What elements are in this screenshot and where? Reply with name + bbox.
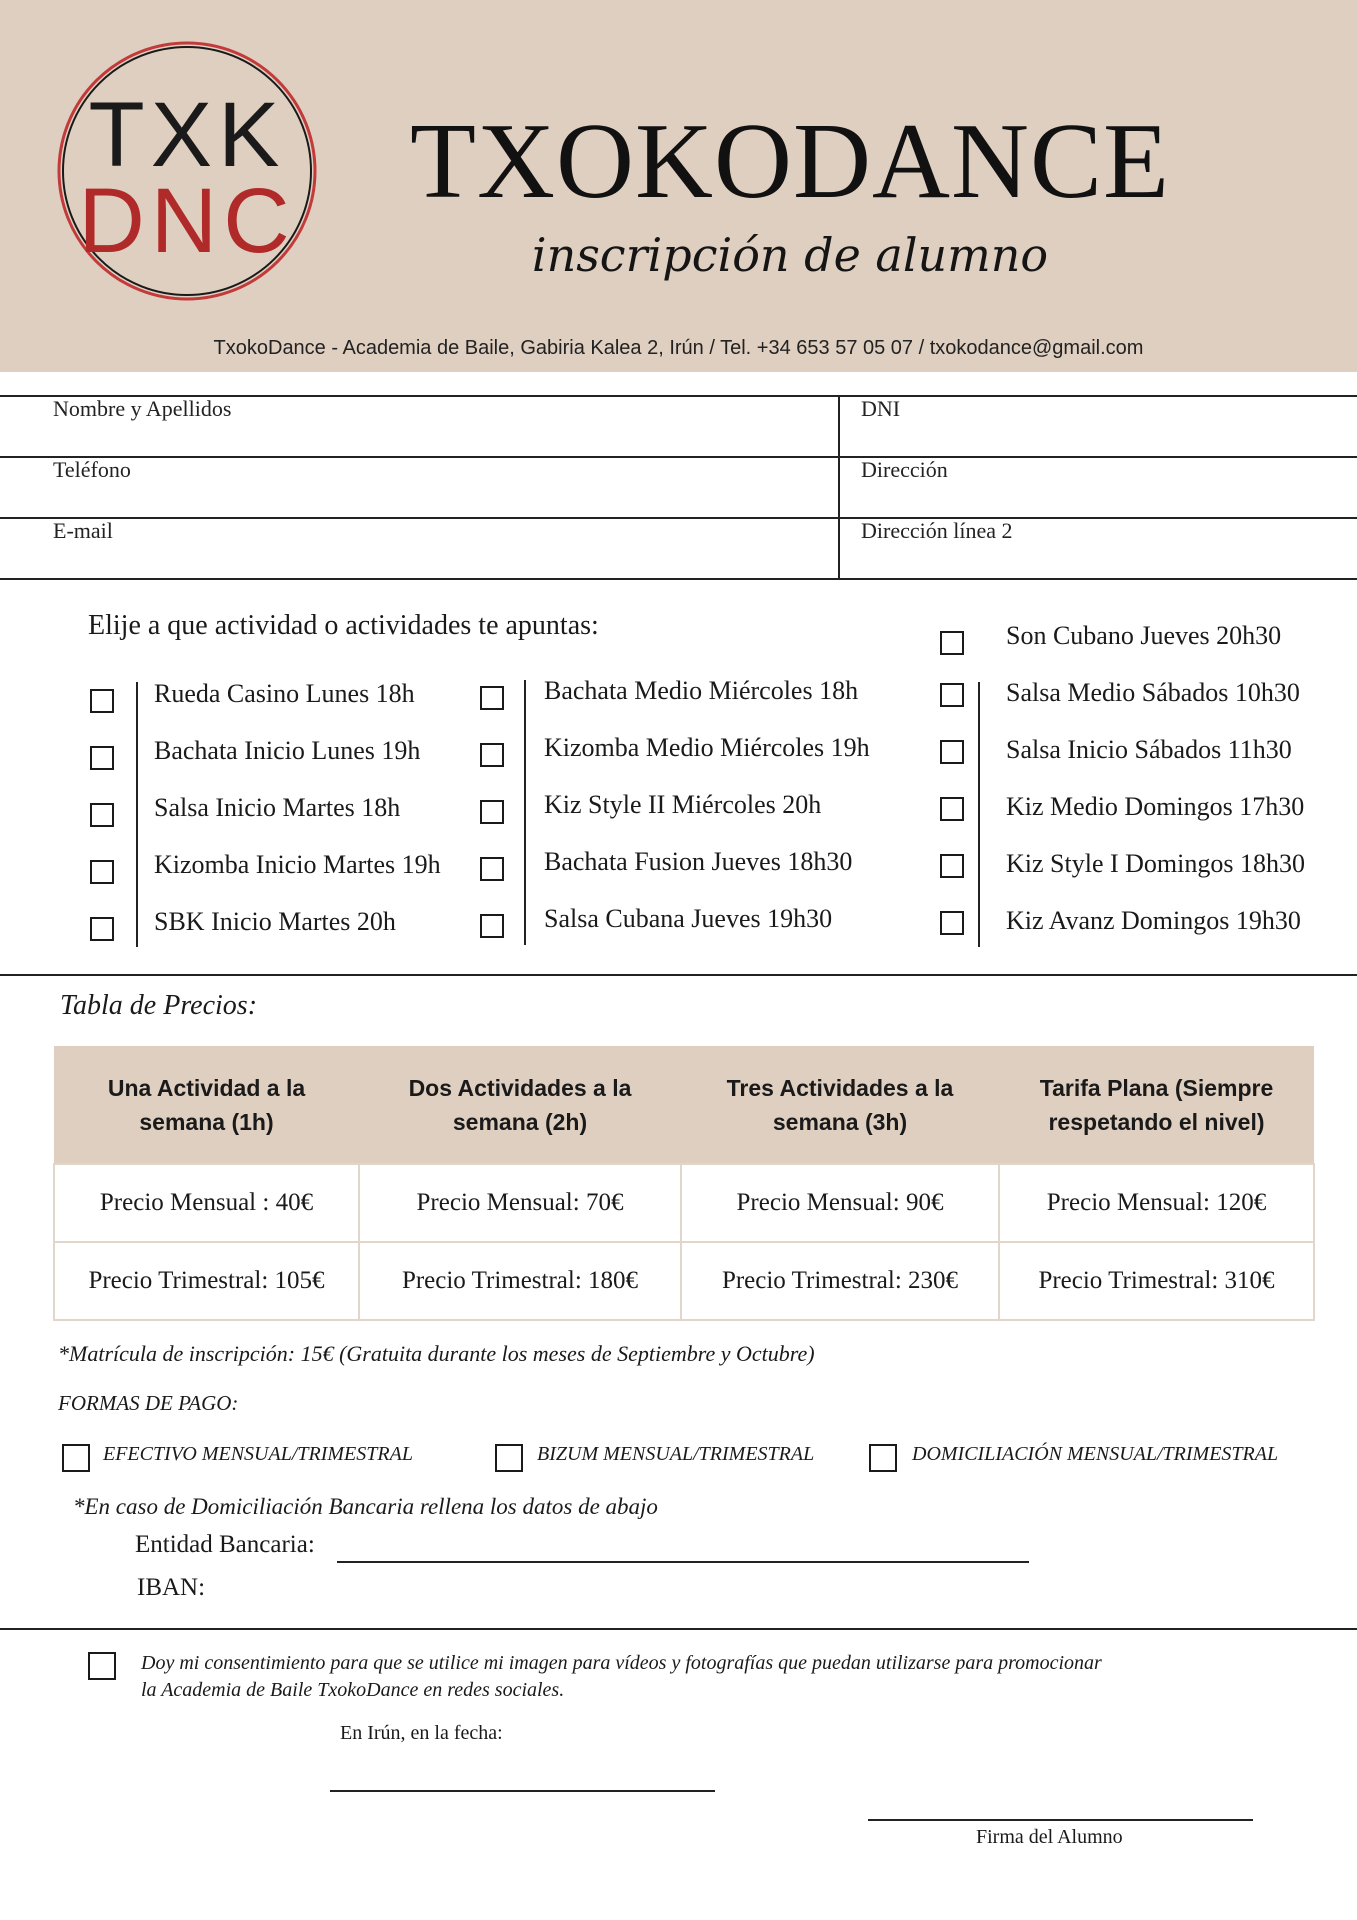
payment-title: FORMAS DE PAGO: (58, 1391, 239, 1415)
direct-debit-note: *En caso de Domiciliación Bancaria rellena los datos de abajo (73, 1494, 658, 1519)
signature-label: Firma del Alumno (976, 1826, 1123, 1848)
consent-checkbox[interactable] (88, 1652, 116, 1680)
activity-label: Kizomba Inicio Martes 19h (154, 850, 441, 879)
phone-field[interactable]: Teléfono (53, 457, 131, 482)
divider (0, 517, 1357, 519)
activity-label: Salsa Inicio Martes 18h (154, 793, 401, 822)
email-field[interactable]: E-mail (53, 518, 113, 543)
payment-direct-debit-checkbox[interactable] (869, 1444, 897, 1472)
address2-field[interactable]: Dirección línea 2 (861, 518, 1013, 543)
activity-label: Kiz Avanz Domingos 19h30 (1006, 906, 1301, 935)
payment-option-label: BIZUM MENSUAL/TRIMESTRAL (537, 1443, 815, 1465)
column-header: Una Actividad a la semana (1h) (54, 1046, 359, 1164)
column-divider (978, 682, 980, 947)
activity-label: Kiz Style II Miércoles 20h (544, 790, 822, 819)
table-cell: Precio Trimestral: 105€ (54, 1242, 359, 1320)
activity-checkbox[interactable] (90, 917, 114, 941)
contact-line: TxokoDance - Academia de Baile, Gabiria Kalea 2, Irún / Tel. +34 653 57 05 07 / txokodance@gmail.com (213, 337, 1144, 359)
brand-title: TXOKODANCE (410, 102, 1170, 221)
table-cell: Precio Mensual: 120€ (999, 1164, 1314, 1242)
column-divider (136, 682, 138, 947)
divider (0, 974, 1357, 976)
iban-label: IBAN: (137, 1574, 206, 1601)
form-subtitle: inscripción de alumno (531, 228, 1049, 282)
activity-checkbox[interactable] (90, 746, 114, 770)
activity-checkbox[interactable] (480, 800, 504, 824)
activity-label: Rueda Casino Lunes 18h (154, 679, 415, 708)
activity-label: Kiz Style I Domingos 18h30 (1006, 849, 1305, 878)
table-cell: Precio Mensual: 90€ (681, 1164, 999, 1242)
activity-label: Salsa Inicio Sábados 11h30 (1006, 735, 1292, 764)
activity-checkbox[interactable] (940, 631, 964, 655)
column-header: Tarifa Plana (Siempre respetando el nivel) (999, 1046, 1314, 1164)
bank-input[interactable] (337, 1561, 1029, 1563)
bank-label: Entidad Bancaria: (135, 1531, 315, 1558)
divider (0, 456, 1357, 458)
address-field[interactable]: Dirección (861, 457, 948, 482)
consent-text (141, 1650, 1261, 1704)
activity-checkbox[interactable] (90, 860, 114, 884)
activity-checkbox[interactable] (480, 857, 504, 881)
dni-field[interactable]: DNI (861, 396, 901, 421)
payment-bizum-checkbox[interactable] (495, 1444, 523, 1472)
activity-checkbox[interactable] (940, 797, 964, 821)
activity-label: Kizomba Medio Miércoles 19h (544, 733, 870, 762)
column-divider (524, 680, 526, 945)
activity-label: Bachata Fusion Jueves 18h30 (544, 847, 853, 876)
activity-checkbox[interactable] (940, 683, 964, 707)
signature-input[interactable] (868, 1819, 1253, 1821)
date-input[interactable] (330, 1790, 715, 1792)
name-field[interactable]: Nombre y Apellidos (53, 396, 232, 421)
table-cell: Precio Trimestral: 230€ (681, 1242, 999, 1320)
activity-checkbox[interactable] (90, 689, 114, 713)
activity-checkbox[interactable] (480, 914, 504, 938)
payment-cash-checkbox[interactable] (62, 1444, 90, 1472)
consent-text-line: la Academia de Baile TxokoDance en redes sociales. (141, 1679, 565, 1701)
logo-top-text: TXK (88, 84, 286, 186)
divider (0, 578, 1357, 580)
enrollment-note: *Matrícula de inscripción: 15€ (Gratuita durante los meses de Septiembre y Octubre) (58, 1341, 815, 1366)
activity-label: Salsa Medio Sábados 10h30 (1006, 678, 1300, 707)
table-cell: Precio Mensual : 40€ (54, 1164, 359, 1242)
activities-heading: Elije a que actividad o actividades te apuntas: (88, 610, 599, 641)
activity-checkbox[interactable] (940, 911, 964, 935)
table-row (54, 1242, 1314, 1320)
logo-bottom-text: DNC (78, 170, 296, 272)
column-header: Dos Actividades a la semana (2h) (359, 1046, 681, 1164)
payment-option-label: DOMICILIACIÓN MENSUAL/TRIMESTRAL (912, 1443, 1279, 1465)
price-table (53, 1046, 1315, 1321)
table-row (54, 1164, 1314, 1242)
date-label: En Irún, en la fecha: (340, 1722, 503, 1744)
prices-title: Tabla de Precios: (60, 990, 258, 1021)
activity-checkbox[interactable] (480, 743, 504, 767)
logo (56, 40, 318, 302)
activity-label: Kiz Medio Domingos 17h30 (1006, 792, 1305, 821)
activity-label: Son Cubano Jueves 20h30 (1006, 621, 1282, 650)
column-header: Tres Actividades a la semana (3h) (681, 1046, 999, 1164)
activity-label: Salsa Cubana Jueves 19h30 (544, 904, 833, 933)
activity-checkbox[interactable] (90, 803, 114, 827)
table-cell: Precio Trimestral: 180€ (359, 1242, 681, 1320)
activity-label: SBK Inicio Martes 20h (154, 907, 396, 936)
table-cell: Precio Mensual: 70€ (359, 1164, 681, 1242)
activity-checkbox[interactable] (940, 854, 964, 878)
iban-input[interactable] (210, 1574, 1030, 1608)
payment-option-label: EFECTIVO MENSUAL/TRIMESTRAL (103, 1443, 413, 1465)
activity-checkbox[interactable] (940, 740, 964, 764)
header-banner (0, 0, 1357, 372)
divider (838, 395, 840, 580)
activity-label: Bachata Medio Miércoles 18h (544, 676, 859, 705)
table-cell: Precio Trimestral: 310€ (999, 1242, 1314, 1320)
consent-text-line: Doy mi consentimiento para que se utilice mi imagen para vídeos y fotografías que puedan utilizarse para promocionar (141, 1652, 1102, 1674)
activity-checkbox[interactable] (480, 686, 504, 710)
divider (0, 1628, 1357, 1630)
table-header-row (54, 1046, 1314, 1164)
activity-label: Bachata Inicio Lunes 19h (154, 736, 421, 765)
